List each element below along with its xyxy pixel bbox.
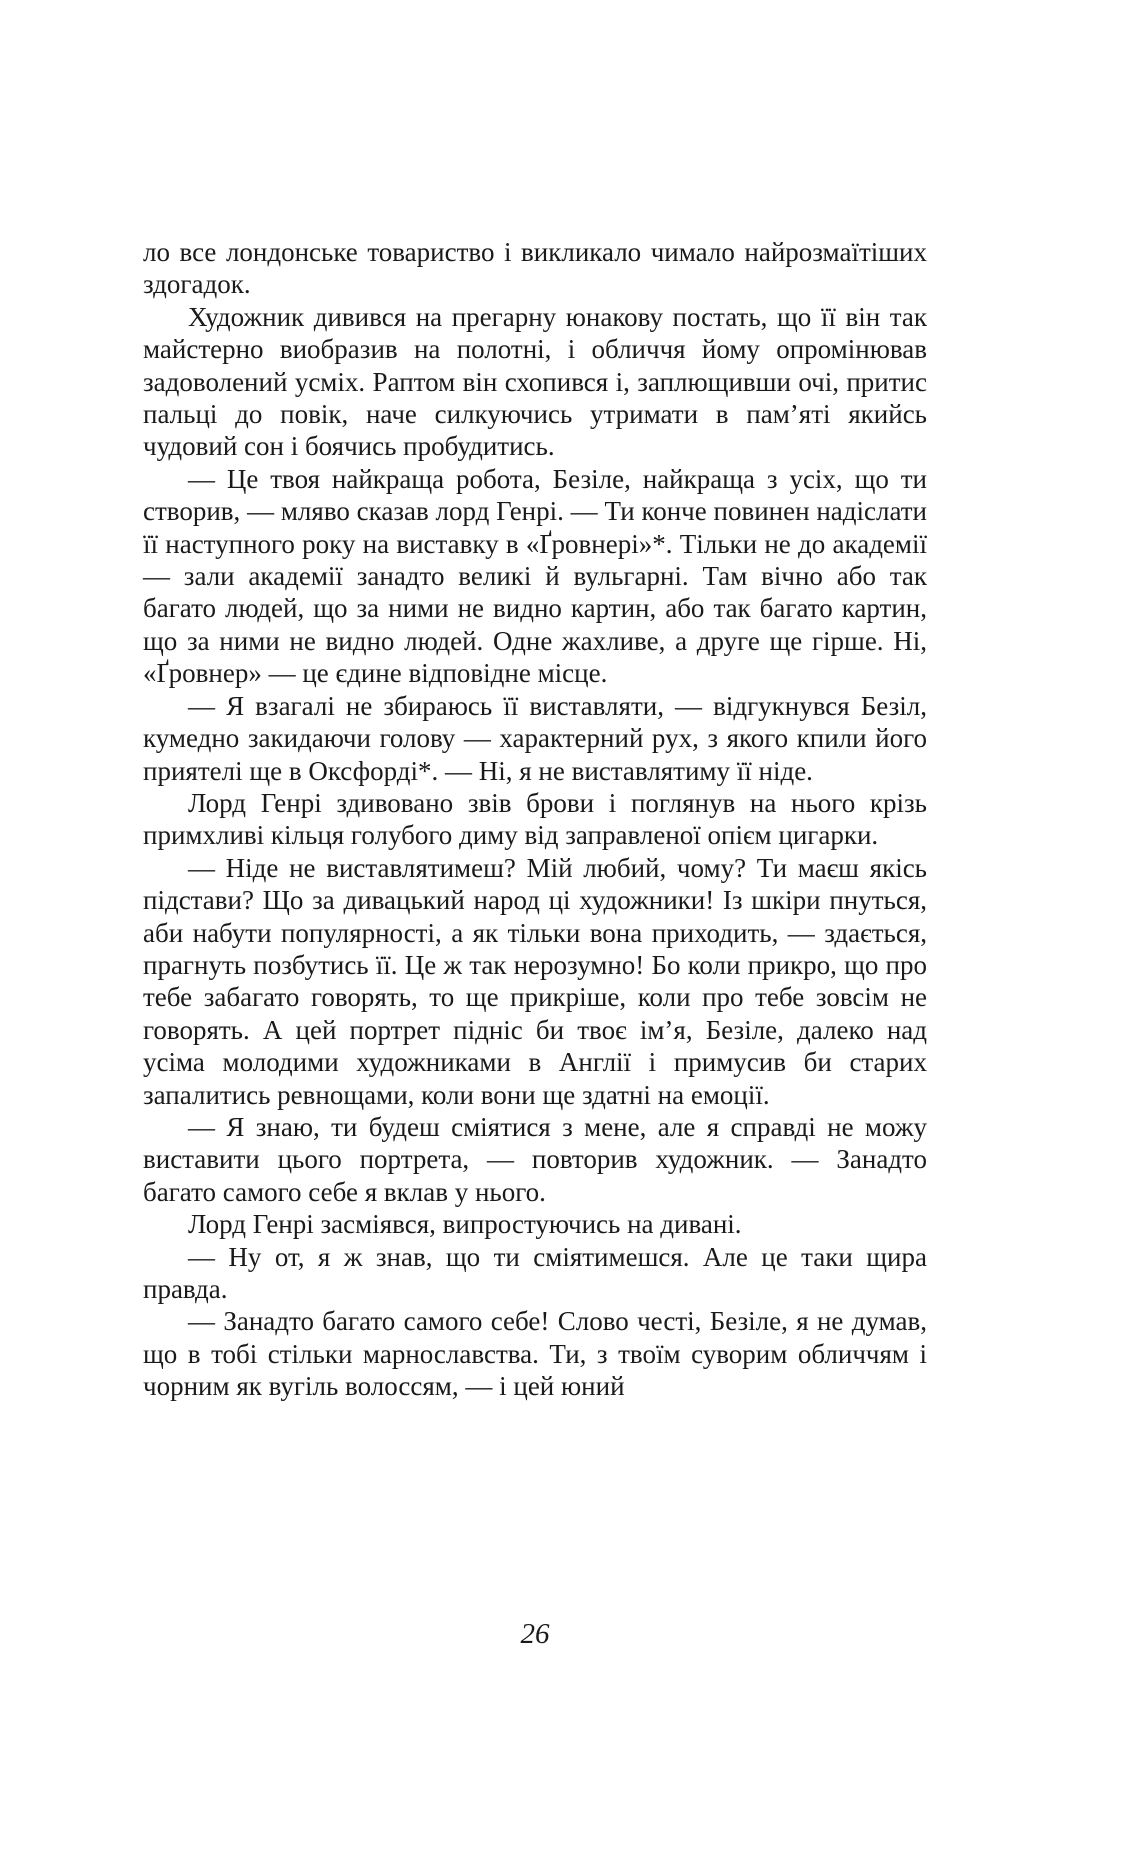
paragraph: — Я знаю, ти будеш сміятися з мене, але я справді не можу виставити цього портрета, — повторив художник. — Занадто багато самого себе я вклав у нього. (143, 1111, 927, 1207)
body-text (143, 236, 927, 1403)
paragraph: — Ніде не виставлятимеш? Мій любий, чому? Ти маєш якісь підстави? Що за дивацький народ ці художники! Із шкіри пнуться, аби набути популярності, а як тільки вона приходить, — здається, прагнуть позбутись її. Це ж так нерозумно! Бо коли прикро, що про тебе забагато говорять, то ще прикріше, коли про тебе зовсім не говорять. А цей портрет підніс би твоє ім’я, Безіле, далеко над усіма молодими художниками в Англії і примусив би старих запалитись ревнощами, коли вони ще здатні на емоції. (143, 852, 927, 1110)
paragraph: — Ну от, я ж знав, що ти сміятимешся. Але це таки щира правда. (143, 1241, 927, 1304)
paragraph: Лорд Генрі здивовано звів брови і поглянув на нього крізь примхливі кільця голубого диму від заправленої опієм цигарки. (143, 787, 927, 851)
page-number: 26 (520, 1618, 550, 1650)
paragraph: — Це твоя найкраща робота, Безіле, найкраща з усіх, що ти створив, — мляво сказав лорд Генрі. — Ти конче повинен надіслати її наступного року на виставку в «Ґровнері»*. Тільки не до академії — зали академії занадто великі й вульгарні. Там вічно або так багато людей, що за ними не видно картин, або так багато картин, що за ними не видно людей. Одне жахливе, а друге ще гірше. Ні, «Ґровнер» — це єдине відповідне місце. (143, 463, 927, 689)
paragraph: — Занадто багато самого себе! Слово честі, Безіле, я не думав, що в тобі стільки марнославства. Ти, з твоїм суворим обличчям і чорним як вугіль волоссям, — і цей юний (143, 1306, 927, 1402)
paragraph: ло все лондонське товариство і викликало чимало найрозмаїтіших здогадок. (143, 237, 927, 300)
paragraph: Художник дивився на прегарну юнакову постать, що її він так майстерно виобразив на полотні, і обличчя йому опромінював задоволений усміх. Раптом він схопився і, заплющивши очі, притис пальці до повік, наче силкуючись утримати в пам’яті якийсь чудовий сон і боячись пробудитись. (143, 301, 927, 462)
paragraph: Лорд Генрі засміявся, випростуючись на дивані. (188, 1209, 742, 1240)
paragraph: — Я взагалі не збираюсь її виставляти, — відгукнувся Безіл, кумедно закидаючи голову — характерний рух, з якого кпили його приятелі ще в Оксфорді*. — Ні, я не виставлятиму її ніде. (143, 690, 927, 786)
